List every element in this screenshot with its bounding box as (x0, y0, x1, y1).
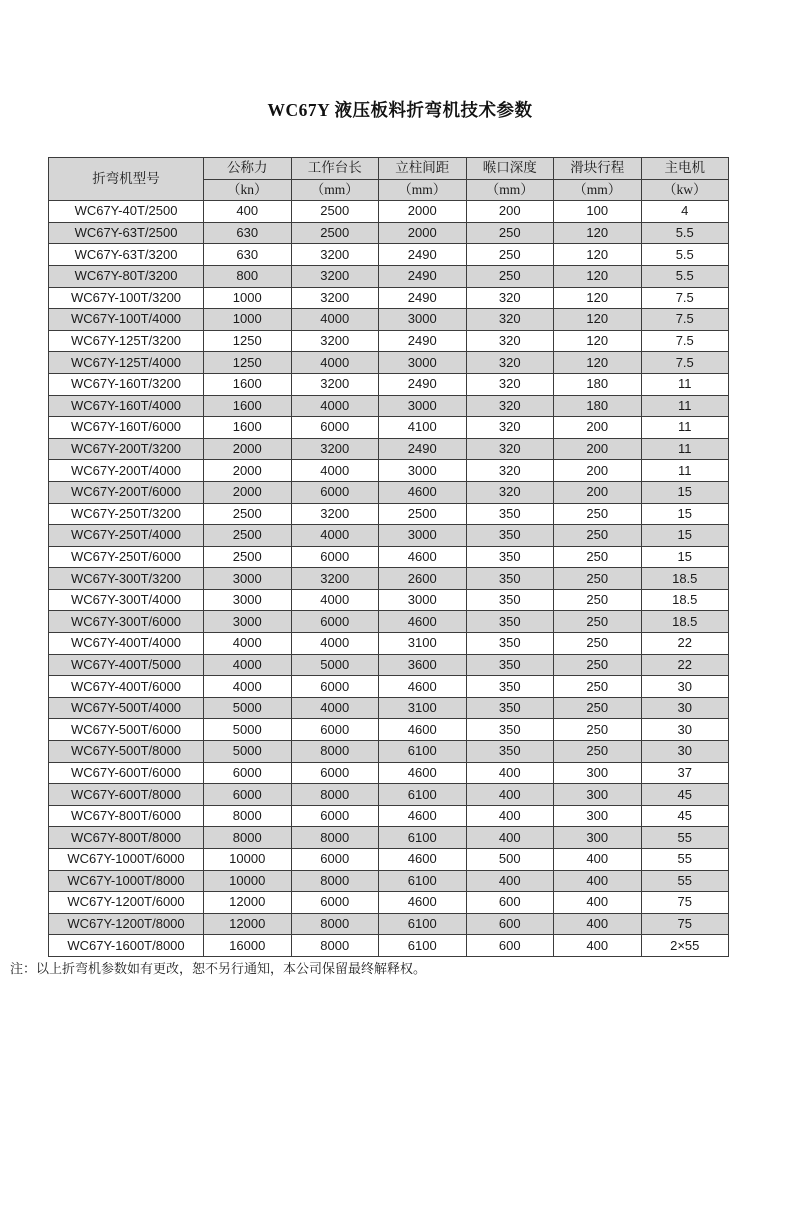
value-cell: 200 (554, 481, 642, 503)
model-cell: WC67Y-80T/3200 (49, 265, 204, 287)
value-cell: 8000 (291, 913, 379, 935)
value-cell: 6000 (291, 611, 379, 633)
value-cell: 4600 (379, 481, 467, 503)
value-cell: 1600 (204, 373, 292, 395)
value-cell: 320 (466, 309, 554, 331)
model-cell: WC67Y-200T/3200 (49, 438, 204, 460)
value-cell: 400 (466, 784, 554, 806)
value-cell: 6000 (291, 762, 379, 784)
model-cell: WC67Y-300T/6000 (49, 611, 204, 633)
value-cell: 15 (641, 503, 729, 525)
value-cell: 100 (554, 201, 642, 223)
page-title: WC67Y 液压板料折弯机技术参数 (267, 100, 533, 120)
table-row (49, 481, 729, 503)
column-header-unit: （mm） (291, 179, 379, 201)
value-cell: 6000 (291, 805, 379, 827)
value-cell: 300 (554, 805, 642, 827)
value-cell: 15 (641, 546, 729, 568)
value-cell: 3000 (379, 395, 467, 417)
value-cell: 250 (554, 654, 642, 676)
value-cell: 11 (641, 373, 729, 395)
value-cell: 120 (554, 352, 642, 374)
table-row (49, 849, 729, 871)
value-cell: 2000 (204, 460, 292, 482)
value-cell: 400 (466, 762, 554, 784)
model-cell: WC67Y-160T/3200 (49, 373, 204, 395)
value-cell: 11 (641, 460, 729, 482)
value-cell: 4600 (379, 611, 467, 633)
value-cell: 350 (466, 741, 554, 763)
value-cell: 3000 (379, 460, 467, 482)
value-cell: 6100 (379, 741, 467, 763)
value-cell: 250 (554, 719, 642, 741)
model-cell: WC67Y-600T/6000 (49, 762, 204, 784)
table-row (49, 935, 729, 957)
value-cell: 3600 (379, 654, 467, 676)
value-cell: 400 (204, 201, 292, 223)
value-cell: 18.5 (641, 568, 729, 590)
value-cell: 400 (466, 827, 554, 849)
value-cell: 6100 (379, 870, 467, 892)
value-cell: 320 (466, 287, 554, 309)
value-cell: 55 (641, 827, 729, 849)
value-cell: 10000 (204, 870, 292, 892)
table-row (49, 892, 729, 914)
value-cell: 3200 (291, 265, 379, 287)
value-cell: 2500 (379, 503, 467, 525)
value-cell: 15 (641, 525, 729, 547)
model-column-header: 折弯机型号 (49, 158, 204, 201)
value-cell: 320 (466, 481, 554, 503)
value-cell: 3200 (291, 330, 379, 352)
value-cell: 6100 (379, 784, 467, 806)
value-cell: 8000 (291, 935, 379, 957)
value-cell: 350 (466, 589, 554, 611)
value-cell: 3000 (204, 568, 292, 590)
table-row (49, 265, 729, 287)
value-cell: 15 (641, 481, 729, 503)
model-cell: WC67Y-125T/4000 (49, 352, 204, 374)
value-cell: 300 (554, 827, 642, 849)
table-row (49, 805, 729, 827)
table-row (49, 287, 729, 309)
model-cell: WC67Y-1200T/6000 (49, 892, 204, 914)
value-cell: 2490 (379, 244, 467, 266)
model-cell: WC67Y-40T/2500 (49, 201, 204, 223)
table-row (49, 460, 729, 482)
model-cell: WC67Y-400T/5000 (49, 654, 204, 676)
model-cell: WC67Y-250T/4000 (49, 525, 204, 547)
table-row (49, 784, 729, 806)
table-row (49, 503, 729, 525)
table-row (49, 741, 729, 763)
value-cell: 2500 (291, 222, 379, 244)
table-row (49, 589, 729, 611)
table-row (49, 611, 729, 633)
value-cell: 6000 (291, 546, 379, 568)
value-cell: 250 (554, 525, 642, 547)
table-row (49, 438, 729, 460)
value-cell: 12000 (204, 913, 292, 935)
value-cell: 7.5 (641, 330, 729, 352)
value-cell: 3200 (291, 503, 379, 525)
table-row (49, 762, 729, 784)
model-cell: WC67Y-1000T/8000 (49, 870, 204, 892)
value-cell: 2000 (204, 481, 292, 503)
table-row (49, 568, 729, 590)
value-cell: 1250 (204, 352, 292, 374)
value-cell: 400 (466, 805, 554, 827)
value-cell: 4600 (379, 676, 467, 698)
column-header-label: 立柱间距 (379, 158, 467, 180)
spec-table (48, 157, 729, 957)
table-row (49, 827, 729, 849)
value-cell: 400 (466, 870, 554, 892)
value-cell: 6000 (291, 481, 379, 503)
column-header-unit: （kn） (204, 179, 292, 201)
value-cell: 250 (554, 589, 642, 611)
value-cell: 630 (204, 222, 292, 244)
table-row (49, 525, 729, 547)
value-cell: 3200 (291, 438, 379, 460)
value-cell: 55 (641, 870, 729, 892)
model-cell: WC67Y-250T/3200 (49, 503, 204, 525)
model-cell: WC67Y-1200T/8000 (49, 913, 204, 935)
value-cell: 8000 (291, 741, 379, 763)
value-cell: 400 (554, 870, 642, 892)
model-cell: WC67Y-800T/8000 (49, 827, 204, 849)
value-cell: 350 (466, 719, 554, 741)
value-cell: 3000 (379, 525, 467, 547)
model-cell: WC67Y-500T/8000 (49, 741, 204, 763)
value-cell: 320 (466, 395, 554, 417)
value-cell: 350 (466, 697, 554, 719)
value-cell: 4600 (379, 805, 467, 827)
value-cell: 250 (466, 265, 554, 287)
value-cell: 4000 (291, 395, 379, 417)
value-cell: 4100 (379, 417, 467, 439)
value-cell: 30 (641, 719, 729, 741)
table-row (49, 330, 729, 352)
value-cell: 5.5 (641, 265, 729, 287)
value-cell: 3000 (204, 611, 292, 633)
table-row (49, 913, 729, 935)
model-cell: WC67Y-100T/4000 (49, 309, 204, 331)
model-cell: WC67Y-300T/4000 (49, 589, 204, 611)
value-cell: 6000 (204, 762, 292, 784)
value-cell: 4000 (204, 654, 292, 676)
value-cell: 250 (466, 222, 554, 244)
value-cell: 200 (554, 438, 642, 460)
value-cell: 320 (466, 330, 554, 352)
value-cell: 200 (554, 417, 642, 439)
table-row (49, 417, 729, 439)
model-cell: WC67Y-800T/6000 (49, 805, 204, 827)
value-cell: 1250 (204, 330, 292, 352)
column-header-label: 喉口深度 (466, 158, 554, 180)
value-cell: 2000 (379, 222, 467, 244)
table-row (49, 654, 729, 676)
value-cell: 8000 (291, 870, 379, 892)
value-cell: 2490 (379, 265, 467, 287)
value-cell: 4600 (379, 762, 467, 784)
spec-table-body (49, 201, 729, 957)
value-cell: 1000 (204, 309, 292, 331)
value-cell: 120 (554, 287, 642, 309)
value-cell: 320 (466, 438, 554, 460)
value-cell: 2500 (291, 201, 379, 223)
value-cell: 4000 (291, 525, 379, 547)
value-cell: 30 (641, 697, 729, 719)
model-cell: WC67Y-300T/3200 (49, 568, 204, 590)
value-cell: 6000 (204, 784, 292, 806)
model-cell: WC67Y-600T/8000 (49, 784, 204, 806)
model-cell: WC67Y-160T/6000 (49, 417, 204, 439)
value-cell: 4600 (379, 892, 467, 914)
value-cell: 55 (641, 849, 729, 871)
value-cell: 5.5 (641, 244, 729, 266)
value-cell: 75 (641, 913, 729, 935)
column-header-label: 公称力 (204, 158, 292, 180)
value-cell: 200 (554, 460, 642, 482)
table-row (49, 373, 729, 395)
value-cell: 350 (466, 611, 554, 633)
model-cell: WC67Y-500T/6000 (49, 719, 204, 741)
value-cell: 300 (554, 762, 642, 784)
spec-table-header (49, 158, 729, 201)
value-cell: 6100 (379, 827, 467, 849)
value-cell: 350 (466, 633, 554, 655)
value-cell: 250 (554, 611, 642, 633)
model-cell: WC67Y-400T/6000 (49, 676, 204, 698)
value-cell: 350 (466, 654, 554, 676)
value-cell: 350 (466, 546, 554, 568)
value-cell: 4000 (204, 633, 292, 655)
value-cell: 22 (641, 654, 729, 676)
value-cell: 8000 (204, 827, 292, 849)
value-cell: 5.5 (641, 222, 729, 244)
value-cell: 2500 (204, 546, 292, 568)
value-cell: 4000 (204, 676, 292, 698)
value-cell: 600 (466, 935, 554, 957)
value-cell: 350 (466, 525, 554, 547)
value-cell: 3200 (291, 568, 379, 590)
value-cell: 6000 (291, 892, 379, 914)
value-cell: 250 (554, 676, 642, 698)
value-cell: 2490 (379, 438, 467, 460)
value-cell: 6000 (291, 849, 379, 871)
value-cell: 7.5 (641, 352, 729, 374)
value-cell: 6100 (379, 935, 467, 957)
model-cell: WC67Y-500T/4000 (49, 697, 204, 719)
value-cell: 3200 (291, 373, 379, 395)
value-cell: 6000 (291, 676, 379, 698)
value-cell: 180 (554, 373, 642, 395)
model-cell: WC67Y-400T/4000 (49, 633, 204, 655)
column-header-unit: （kw） (641, 179, 729, 201)
value-cell: 4000 (291, 309, 379, 331)
value-cell: 4600 (379, 719, 467, 741)
value-cell: 250 (554, 546, 642, 568)
value-cell: 350 (466, 676, 554, 698)
value-cell: 250 (554, 503, 642, 525)
model-cell: WC67Y-1000T/6000 (49, 849, 204, 871)
value-cell: 4000 (291, 589, 379, 611)
value-cell: 2600 (379, 568, 467, 590)
value-cell: 4000 (291, 460, 379, 482)
model-cell: WC67Y-63T/2500 (49, 222, 204, 244)
value-cell: 16000 (204, 935, 292, 957)
column-header-label: 工作台长 (291, 158, 379, 180)
value-cell: 2500 (204, 503, 292, 525)
value-cell: 4000 (291, 697, 379, 719)
value-cell: 3000 (204, 589, 292, 611)
value-cell: 350 (466, 503, 554, 525)
table-row (49, 870, 729, 892)
value-cell: 37 (641, 762, 729, 784)
value-cell: 3200 (291, 287, 379, 309)
model-cell: WC67Y-1600T/8000 (49, 935, 204, 957)
table-row (49, 352, 729, 374)
value-cell: 8000 (291, 827, 379, 849)
value-cell: 500 (466, 849, 554, 871)
value-cell: 120 (554, 222, 642, 244)
value-cell: 3200 (291, 244, 379, 266)
value-cell: 30 (641, 741, 729, 763)
value-cell: 8000 (204, 805, 292, 827)
value-cell: 75 (641, 892, 729, 914)
table-row (49, 244, 729, 266)
value-cell: 18.5 (641, 589, 729, 611)
value-cell: 3000 (379, 352, 467, 374)
value-cell: 11 (641, 417, 729, 439)
value-cell: 120 (554, 244, 642, 266)
value-cell: 10000 (204, 849, 292, 871)
value-cell: 320 (466, 352, 554, 374)
value-cell: 250 (554, 633, 642, 655)
column-header-unit: （mm） (379, 179, 467, 201)
table-row (49, 395, 729, 417)
value-cell: 6000 (291, 719, 379, 741)
value-cell: 2490 (379, 287, 467, 309)
table-row (49, 633, 729, 655)
footnote: 注：以上折弯机参数如有更改，恕不另行通知，本公司保留最终解释权。 (10, 960, 427, 976)
value-cell: 11 (641, 438, 729, 460)
value-cell: 12000 (204, 892, 292, 914)
model-cell: WC67Y-200T/6000 (49, 481, 204, 503)
model-cell: WC67Y-160T/4000 (49, 395, 204, 417)
value-cell: 5000 (291, 654, 379, 676)
value-cell: 600 (466, 913, 554, 935)
value-cell: 22 (641, 633, 729, 655)
value-cell: 4000 (291, 633, 379, 655)
value-cell: 45 (641, 784, 729, 806)
value-cell: 630 (204, 244, 292, 266)
value-cell: 120 (554, 265, 642, 287)
value-cell: 4600 (379, 546, 467, 568)
value-cell: 400 (554, 913, 642, 935)
model-cell: WC67Y-125T/3200 (49, 330, 204, 352)
value-cell: 120 (554, 330, 642, 352)
value-cell: 7.5 (641, 309, 729, 331)
table-row (49, 676, 729, 698)
value-cell: 2×55 (641, 935, 729, 957)
value-cell: 1600 (204, 395, 292, 417)
value-cell: 250 (554, 568, 642, 590)
value-cell: 4600 (379, 849, 467, 871)
header-label-row (49, 158, 729, 180)
table-row (49, 546, 729, 568)
table-row (49, 222, 729, 244)
model-cell: WC67Y-250T/6000 (49, 546, 204, 568)
value-cell: 400 (554, 935, 642, 957)
value-cell: 2490 (379, 373, 467, 395)
value-cell: 200 (466, 201, 554, 223)
column-header-unit: （mm） (554, 179, 642, 201)
table-row (49, 719, 729, 741)
value-cell: 250 (554, 741, 642, 763)
column-header-label: 滑块行程 (554, 158, 642, 180)
table-row (49, 697, 729, 719)
column-header-unit: （mm） (466, 179, 554, 201)
value-cell: 600 (466, 892, 554, 914)
value-cell: 1000 (204, 287, 292, 309)
value-cell: 2000 (204, 438, 292, 460)
value-cell: 3000 (379, 309, 467, 331)
value-cell: 11 (641, 395, 729, 417)
value-cell: 5000 (204, 719, 292, 741)
value-cell: 400 (554, 849, 642, 871)
value-cell: 7.5 (641, 287, 729, 309)
value-cell: 120 (554, 309, 642, 331)
value-cell: 30 (641, 676, 729, 698)
value-cell: 4 (641, 201, 729, 223)
column-header-label: 主电机 (641, 158, 729, 180)
value-cell: 2500 (204, 525, 292, 547)
value-cell: 8000 (291, 784, 379, 806)
value-cell: 5000 (204, 697, 292, 719)
value-cell: 5000 (204, 741, 292, 763)
value-cell: 18.5 (641, 611, 729, 633)
value-cell: 6100 (379, 913, 467, 935)
table-row (49, 309, 729, 331)
value-cell: 2490 (379, 330, 467, 352)
value-cell: 350 (466, 568, 554, 590)
model-cell: WC67Y-63T/3200 (49, 244, 204, 266)
value-cell: 180 (554, 395, 642, 417)
value-cell: 1600 (204, 417, 292, 439)
value-cell: 3100 (379, 633, 467, 655)
value-cell: 2000 (379, 201, 467, 223)
value-cell: 3000 (379, 589, 467, 611)
value-cell: 45 (641, 805, 729, 827)
value-cell: 3100 (379, 697, 467, 719)
table-row (49, 201, 729, 223)
model-cell: WC67Y-100T/3200 (49, 287, 204, 309)
value-cell: 250 (466, 244, 554, 266)
value-cell: 320 (466, 417, 554, 439)
value-cell: 4000 (291, 352, 379, 374)
value-cell: 320 (466, 373, 554, 395)
value-cell: 300 (554, 784, 642, 806)
model-cell: WC67Y-200T/4000 (49, 460, 204, 482)
value-cell: 400 (554, 892, 642, 914)
value-cell: 6000 (291, 417, 379, 439)
value-cell: 250 (554, 697, 642, 719)
value-cell: 800 (204, 265, 292, 287)
value-cell: 320 (466, 460, 554, 482)
